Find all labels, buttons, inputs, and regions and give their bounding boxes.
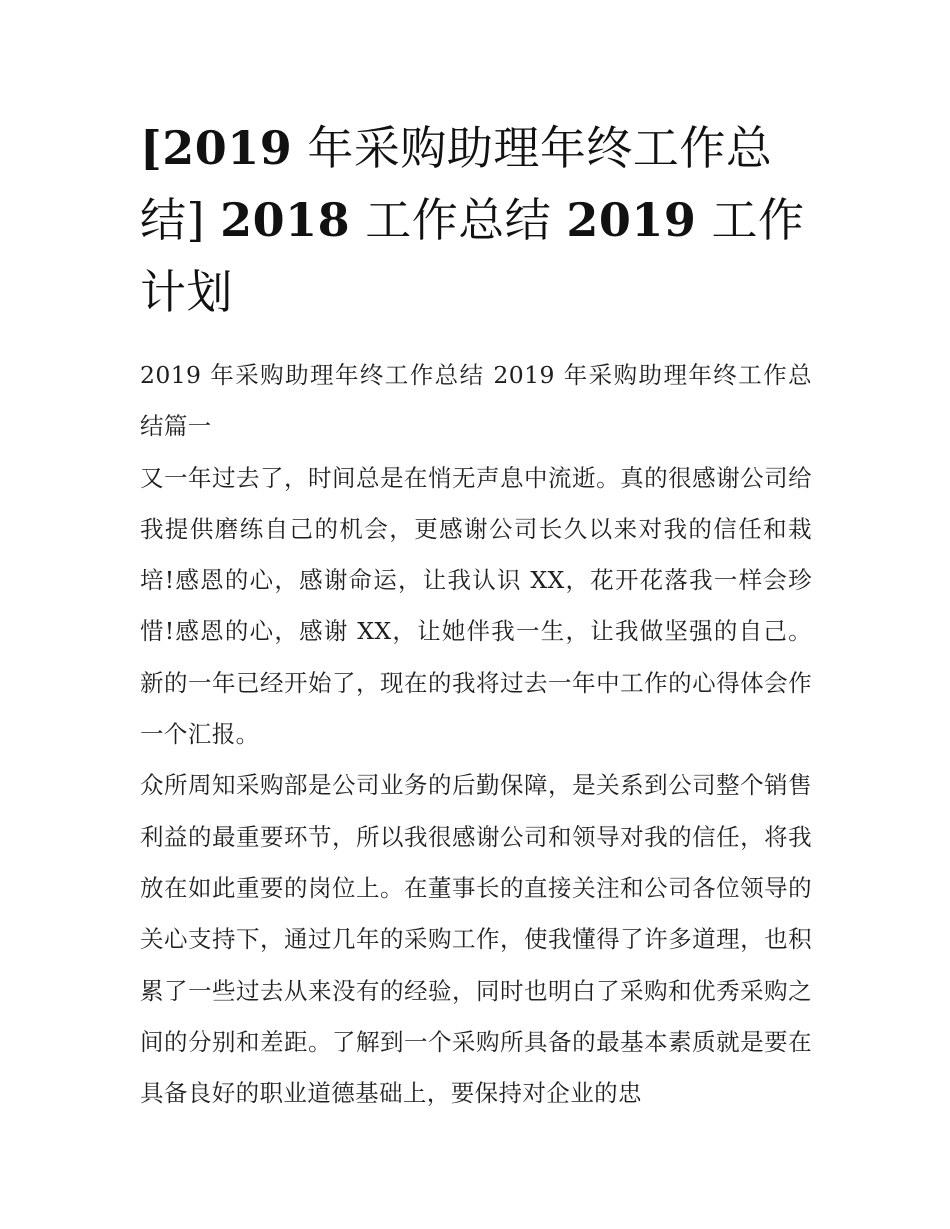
paragraph: 又一年过去了，时间总是在悄无声息中流逝。真的很感谢公司给我提供磨练自己的机会，更感谢公司长久以来对我的信任和栽培!感恩的心，感谢命运，让我认识 XX，花开花落我一样会珍惜!感恩的心，感谢 XX，让她伴我一生，让我做坚强的自己。新的一年已经开始了，现在的我将过去一年中工作的心得体会作一个汇报。 [140,463,812,749]
title-part: 2019 [566,193,697,247]
title-part: 2018 [220,193,351,247]
title-part: 工作计划 [140,193,805,319]
document-body [140,350,812,1119]
document-page [140,112,812,1119]
title-part: 工作总结 [350,193,567,247]
document-title [140,112,812,328]
title-part: 年采购助理年终工作总结] [140,121,773,247]
paragraph-heading: 2019 年采购助理年终工作总结 2019 年采购助理年终工作总结篇一 [140,361,812,441]
paragraph: 众所周知采购部是公司业务的后勤保障，是关系到公司整个销售利益的最重要环节，所以我很感谢公司和领导对我的信任，将我放在如此重要的岗位上。在董事长的直接关注和公司各位领导的关心支持下，通过几年的采购工作，使我懂得了许多道理，也积累了一些过去从来没有的经验，同时也明白了采购和优秀采购之间的分别和差距。了解到一个采购所具备的最基本素质就是要在具备良好的职业道德基础上，要保持对企业的忠 [140,771,812,1108]
title-part: [2019 [140,121,293,175]
